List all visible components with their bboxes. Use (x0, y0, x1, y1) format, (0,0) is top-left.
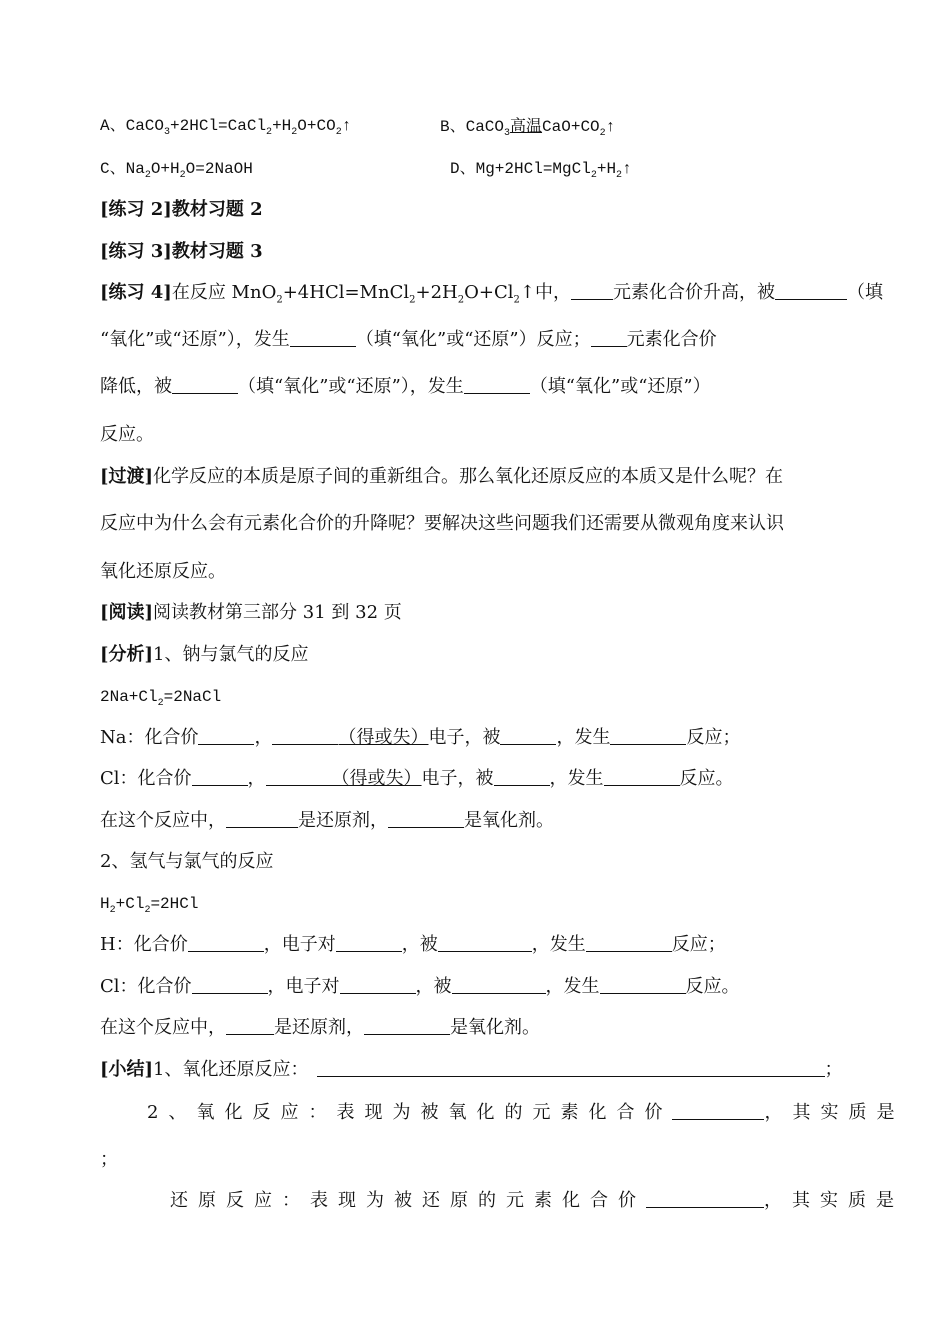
answer-blank[interactable] (272, 726, 338, 745)
answer-blank[interactable] (290, 328, 356, 347)
exercise-4-line3: 降低，被 （填“氧化”或“还原”），发生 （填“氧化”或“还原”） (100, 376, 711, 397)
option-b: B、CaCO$_3$高温$CaO+CO_2↑$ (440, 116, 616, 140)
answer-blank[interactable] (591, 328, 627, 347)
transition-line1: [过渡]化学反应的本质是原子间的重新组合。那么氧化还原反应的本质又是什么呢？在 (100, 466, 784, 487)
answer-blank[interactable] (672, 1101, 764, 1120)
reading-line: [阅读]阅读教材第三部分 31 到 32 页 (100, 602, 402, 623)
hydrogen-equation: $H_2+Cl_2=2HCl$ (100, 895, 199, 917)
summary-line2: 2、氧化反应：表现为被氧化的元素化合价 ，其实质是 (147, 1102, 905, 1123)
exercise-4-line2: “氧化”或“还原”），发生 （填“氧化”或“还原”）反应； 元素化合价 (100, 329, 717, 350)
exercise-4-line4: 反应。 (100, 424, 154, 445)
transition-line2: 反应中为什么会有元素化合价的升降呢？要解决这些问题我们还需要从微观角度来认识 (100, 513, 784, 534)
answer-blank[interactable] (500, 726, 556, 745)
answer-blank[interactable] (192, 975, 268, 994)
answer-blank[interactable] (571, 281, 613, 300)
chlorine-analysis: Cl：化合价 ， （得或失）电子，被 ，发生 反应。 (100, 768, 734, 789)
answer-blank[interactable] (586, 933, 672, 952)
answer-blank[interactable] (604, 767, 680, 786)
answer-blank[interactable] (364, 1016, 450, 1035)
answer-blank[interactable] (340, 975, 416, 994)
answer-blank[interactable] (172, 375, 238, 394)
analysis-line: [分析]1、钠与氯气的反应 (100, 644, 309, 665)
answer-blank[interactable] (610, 726, 686, 745)
exercise-3: [练习 3]教材习题 3 (100, 241, 263, 262)
answer-blank[interactable] (494, 767, 550, 786)
exercise-4-line1: [练习 4]在反应 $MnO_2+4HCl=MnCl_2+2H_2O+Cl_2↑$中， 元素化合价升高，被 （填 (100, 282, 883, 306)
up-arrow-icon: ↑ (605, 118, 616, 136)
condition-label: 高温 (510, 116, 543, 135)
chlorine-2-analysis: Cl：化合价 ，电子对 ，被 ，发生 反应。 (100, 976, 740, 997)
answer-blank[interactable] (198, 726, 254, 745)
answer-blank[interactable] (646, 1189, 764, 1208)
answer-blank[interactable] (226, 1016, 274, 1035)
summary-line1: [小结]1、氧化还原反应： ； (100, 1059, 843, 1080)
up-arrow-icon: ↑ (519, 282, 535, 303)
answer-blank[interactable] (438, 933, 532, 952)
answer-blank[interactable] (336, 933, 402, 952)
transition-line3: 氧化还原反应。 (100, 561, 226, 582)
agents-sentence-1: 在这个反应中， 是还原剂， 是氧化剂。 (100, 810, 554, 831)
summary-line4: 还原反应：表现为被还原的元素化合价 ，其实质是 (170, 1190, 904, 1211)
up-arrow-icon: ↑ (341, 117, 352, 135)
option-c: C、$Na_2O+H_2O=2NaOH$ (100, 160, 253, 182)
answer-blank[interactable] (775, 281, 847, 300)
answer-blank[interactable] (464, 375, 530, 394)
option-a: A、$CaCO_3+2HCl=CaCl_2+H_2O+CO_2↑$ (100, 117, 352, 139)
hydrogen-analysis: H：化合价 ，电子对 ，被 ，发生 反应； (100, 934, 726, 955)
answer-blank[interactable] (188, 933, 264, 952)
option-d: D、$Mg+2HCl=MgCl_2+H_2↑$ (450, 160, 632, 182)
section-2-title: 2、氢气与氯气的反应 (100, 851, 274, 872)
answer-blank[interactable] (192, 767, 248, 786)
exercise-2: [练习 2]教材习题 2 (100, 199, 263, 220)
up-arrow-icon: ↑ (622, 160, 632, 178)
answer-blank[interactable] (452, 975, 546, 994)
agents-sentence-2: 在这个反应中， 是还原剂， 是氧化剂。 (100, 1017, 540, 1038)
answer-blank[interactable] (266, 767, 332, 786)
answer-blank[interactable] (388, 809, 464, 828)
answer-blank[interactable] (226, 809, 298, 828)
summary-line3: ； (100, 1149, 118, 1170)
answer-blank[interactable] (600, 975, 686, 994)
sodium-analysis: Na：化合价 ， （得或失）电子，被 ，发生 反应； (100, 727, 741, 748)
answer-blank[interactable] (317, 1058, 825, 1077)
sodium-equation: $2Na+Cl_2=2NaCl$ (100, 688, 222, 710)
